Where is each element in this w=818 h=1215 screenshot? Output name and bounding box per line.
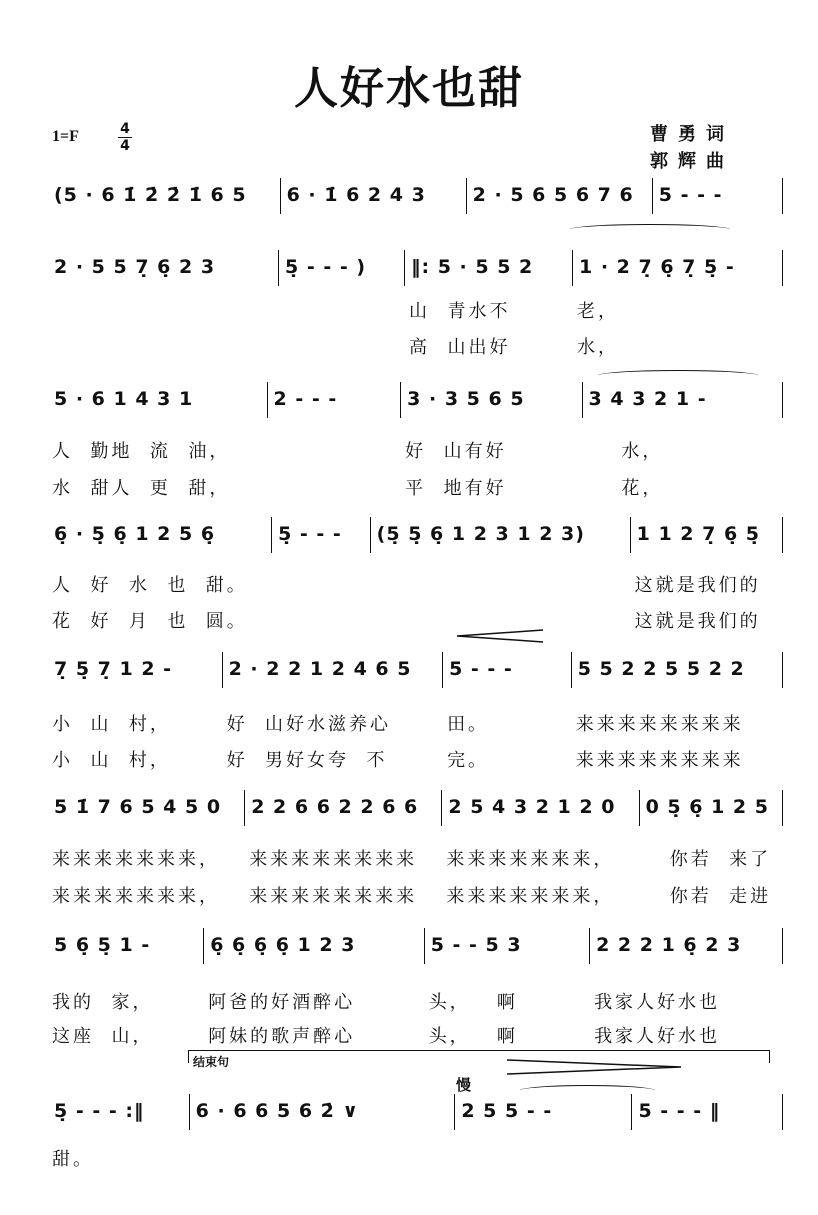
measure: 7̣ 5̣ 7̣ 1 2 -: [48, 652, 223, 688]
measure: 3 · 3 5 6 5: [401, 382, 582, 418]
measure: 5 · 6 1 4 3 1: [48, 382, 268, 418]
lyric-segment: 田。: [447, 714, 490, 735]
tempo-mark: 慢: [456, 1076, 472, 1094]
lyric-segment: 小 山 村，: [52, 750, 171, 771]
lyric-segment: [48, 333, 279, 359]
staff-system: [48, 517, 783, 553]
lyric-segment: [632, 1145, 783, 1171]
staff-system: [48, 250, 783, 286]
measure: 1 · 2 7̣ 6̣ 7̣ 5̣ -: [573, 250, 783, 286]
composer-credit: 郭辉曲: [650, 151, 734, 172]
lyric-line: [48, 333, 783, 359]
measure: 2 · 2 2 1 2 4 6 5: [223, 652, 444, 688]
measure: 5 1̇ 7 6 5 4 5 0: [48, 790, 245, 826]
lyric-segment: [371, 571, 631, 597]
time-bottom: 4: [120, 138, 130, 154]
crescendo-hairpin: [455, 628, 545, 644]
measure: (5 · 6 1̇ 2̇ 2̇ 1̇ 6 5: [48, 178, 281, 214]
ending-label: 结束句: [193, 1055, 230, 1069]
measure: 6 · 1̇ 6 2 4 3: [281, 178, 467, 214]
measure: 5 6̣ 5̣ 1 -: [48, 928, 204, 964]
time-signature: [118, 122, 132, 153]
lyric-segment: [48, 297, 279, 323]
slur: [598, 370, 758, 381]
measure: 0 5̣ 6̣ 1 2 5: [640, 790, 783, 826]
measure: 2 2 6 6 2 2 6 6: [245, 790, 442, 826]
measure: 2 5 5 - -: [455, 1094, 632, 1130]
key-signature: 1=F: [52, 128, 79, 145]
staff-system: [48, 1094, 783, 1130]
staff-system: [48, 382, 783, 418]
lyric-segment: [272, 607, 371, 633]
lyric-segment: 平 地有好: [405, 478, 507, 499]
lyric-segment: [455, 1145, 632, 1171]
lyric-line: [48, 437, 783, 463]
lyric-segment: 阿妹的歌声醉心: [208, 1026, 356, 1047]
lyric-line: [48, 607, 783, 633]
lyric-segment: 甜。: [52, 1149, 94, 1170]
lyric-line: [48, 710, 783, 736]
measure: 5 - - -: [653, 178, 783, 214]
measure: 5 - - - ‖: [632, 1094, 783, 1130]
measure: 1 1 2 7̣ 6̣ 5̣: [631, 517, 783, 553]
lyric-segment: 头， 啊: [428, 1026, 518, 1047]
measure: 5 - - 5 3: [425, 928, 590, 964]
measure: 5 - - -: [443, 652, 572, 688]
decrescendo-hairpin: [505, 1058, 685, 1076]
lyric-segment: 山 青水不: [409, 301, 511, 322]
lyric-segment: 水，: [577, 337, 619, 358]
lyric-segment: 水 甜人 更 甜，: [52, 478, 231, 499]
lyric-segment: 来来来来来来来来: [575, 750, 744, 771]
lyric-segment: 来来来来来来来，: [446, 886, 615, 907]
lyric-segment: 我的 家，: [52, 992, 154, 1013]
staff-system: [48, 790, 783, 826]
lyric-segment: [279, 297, 405, 323]
lyric-segment: [190, 1145, 456, 1171]
lyric-segment: 老，: [577, 301, 619, 322]
measure: 5 5 2 2 5 5 2 2: [572, 652, 783, 688]
lyric-segment: 来来来来来来来来: [575, 714, 744, 735]
lyric-segment: 你若 走进: [643, 886, 772, 907]
lyric-line: [48, 571, 783, 597]
lyric-line: [48, 746, 783, 772]
lyric-line: [48, 297, 783, 323]
lyric-segment: 花 好 月 也 圆。: [52, 611, 248, 632]
lyricist-credit: 曹勇词: [650, 124, 734, 145]
slur: [520, 1085, 655, 1096]
lyric-line: [48, 1145, 783, 1171]
lyric-segment: 好 山好水滋养心: [226, 714, 392, 735]
lyric-segment: 头， 啊: [428, 992, 518, 1013]
lyric-segment: 来来来来来来来来: [249, 849, 418, 870]
measure: 5̣ - - - :‖: [48, 1094, 190, 1130]
measure: ‖: 5 · 5 5 2: [405, 250, 573, 286]
measure: 2 - - -: [268, 382, 402, 418]
lyric-segment: 好 山有好: [405, 441, 507, 462]
lyric-segment: 你若 来了: [643, 849, 772, 870]
song-title: 人好水也甜: [294, 63, 524, 114]
lyric-segment: 阿爸的好酒醉心: [208, 992, 356, 1013]
lyric-segment: [268, 474, 402, 500]
lyric-segment: 花，: [586, 478, 664, 499]
lyric-segment: 人 勤地 流 油，: [52, 441, 231, 462]
staff-system: [48, 652, 783, 688]
lyric-segment: 完。: [447, 750, 490, 771]
measure: (5̣ 5̣ 6̣ 1 2 3 1 2 3): [371, 517, 631, 553]
time-top: 4: [120, 121, 130, 137]
measure: 2 5 4 3 2 1 2 0: [442, 790, 639, 826]
lyric-segment: 来来来来来来来，: [52, 886, 220, 907]
lyric-segment: 来来来来来来来，: [52, 849, 220, 870]
lyric-line: [48, 1022, 783, 1048]
slur: [570, 224, 730, 235]
measure: 5̣ - - - ): [279, 250, 405, 286]
measure: 6̣ 6̣ 6̣ 6̣ 1 2 3: [204, 928, 425, 964]
lyric-segment: 高 山出好: [409, 337, 511, 358]
measure: 2 · 5 5 7̣ 6̣ 2 3: [48, 250, 279, 286]
lyric-segment: [268, 437, 402, 463]
staff-system: [48, 178, 783, 214]
lyric-line: [48, 882, 783, 908]
measure: 2 · 5 6 5 6 7 6: [467, 178, 653, 214]
measure: 2 2 2 1 6̣ 2 3: [590, 928, 783, 964]
lyric-segment: 水，: [586, 441, 664, 462]
measure: 5̣ - - -: [272, 517, 371, 553]
staff-system: [48, 928, 783, 964]
lyric-segment: 来来来来来来来，: [446, 849, 615, 870]
lyric-segment: 这就是我们的: [634, 575, 761, 596]
lyric-segment: 人 好 水 也 甜。: [52, 575, 248, 596]
lyric-line: [48, 845, 783, 871]
lyric-segment: [279, 333, 405, 359]
lyric-line: [48, 474, 783, 500]
measure: 6̣ · 5̣ 6̣ 1 2 5 6̣: [48, 517, 272, 553]
measure: 3 4 3 2 1 -: [583, 382, 783, 418]
lyric-segment: 来来来来来来来来: [249, 886, 418, 907]
lyric-segment: 这座 山，: [52, 1026, 154, 1047]
lyric-segment: [272, 571, 371, 597]
lyric-segment: 这就是我们的: [634, 611, 761, 632]
lyric-line: [48, 988, 783, 1014]
measure: 6 · 6 6 5 6 2̇ ∨: [190, 1094, 456, 1130]
lyric-segment: 我家人好水也: [594, 992, 721, 1013]
lyric-segment: 好 男好女夸 不: [226, 750, 388, 771]
lyric-segment: 小 山 村，: [52, 714, 171, 735]
lyric-segment: 我家人好水也: [594, 1026, 721, 1047]
